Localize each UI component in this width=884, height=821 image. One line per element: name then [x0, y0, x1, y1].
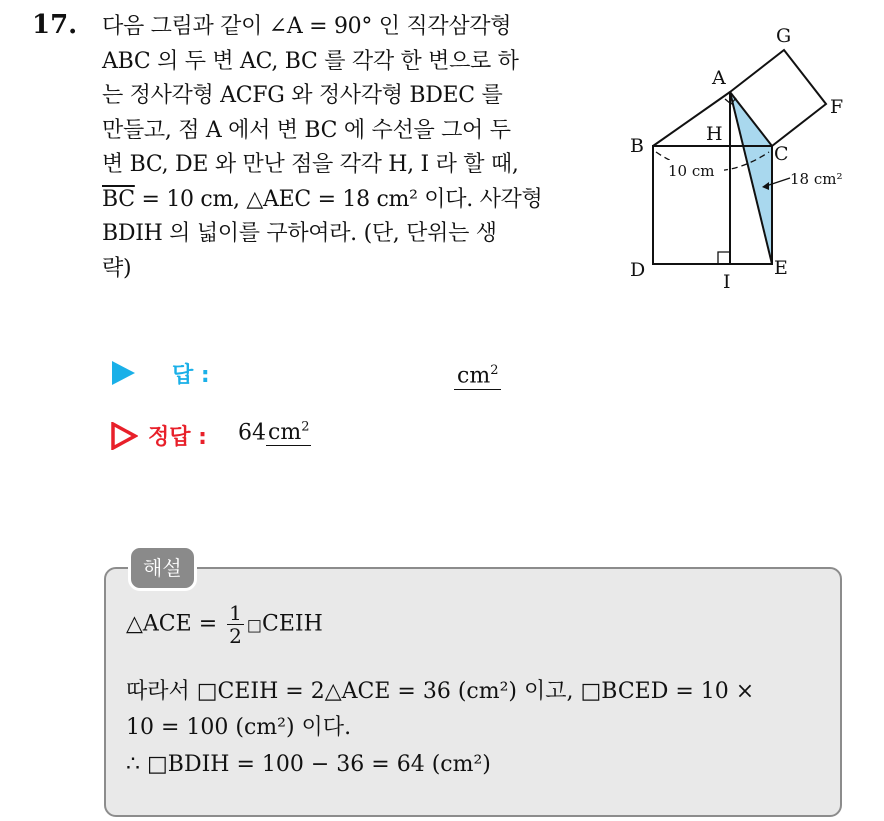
- point-label-g: G: [776, 25, 792, 47]
- solution-tag: 해설: [128, 545, 197, 591]
- solution-line-1: [126, 602, 323, 647]
- question-line: BDIH 의 넓이를 구하여라. (단, 단위는 생: [102, 221, 497, 246]
- answer-unit: [454, 358, 501, 390]
- question-line: [102, 183, 602, 218]
- correct-answer-value: [238, 420, 311, 445]
- question-line: 는 정사각형 ACFG 와 정사각형 BDEC 를: [102, 83, 503, 108]
- correct-answer-row: [110, 416, 610, 456]
- area-label: 18 cm²: [790, 170, 843, 188]
- point-label-f: F: [830, 96, 844, 118]
- point-label-d: D: [630, 259, 646, 281]
- correct-unit: [266, 420, 311, 446]
- question-line: 변 BC, DE 와 만난 점을 각각 H, I 라 할 때,: [102, 152, 519, 177]
- right-angle-mark-i: [718, 252, 730, 264]
- bc-length-label: 10 cm: [668, 162, 715, 180]
- question-line: 다음 그림과 같이 ∠A = 90° 인 직각삼각형: [102, 14, 512, 39]
- point-label-c: C: [774, 143, 789, 165]
- question-text: [102, 10, 602, 286]
- answer-unit-exponent: 2: [490, 363, 499, 378]
- solution-line-1-end: CEIH: [261, 611, 323, 637]
- fraction-one-half: [227, 602, 244, 647]
- correct-unit-exponent: 2: [301, 420, 310, 435]
- correct-value-number: 64: [238, 420, 266, 446]
- question-line: 만들고, 점 A 에서 변 BC 에 수선을 그어 두: [102, 117, 511, 143]
- point-label-i: I: [723, 271, 731, 293]
- point-label-b: B: [630, 135, 644, 157]
- point-label-a: A: [712, 67, 726, 89]
- solution-line-2: 따라서 □CEIH = 2△ACE = 36 (cm²) 이고, □BCED = 10 ×: [126, 679, 755, 704]
- answer-row: [110, 354, 610, 394]
- geometry-figure: [622, 18, 862, 298]
- play-triangle-icon: [110, 360, 136, 386]
- segment-bc: $\overline{BC}$: [102, 186, 135, 212]
- correct-answer-label: 정답 :: [148, 425, 207, 450]
- point-label-h: H: [706, 123, 723, 145]
- correct-unit-text: cm: [268, 420, 302, 446]
- question-line-rest: = 10 cm, △AEC = 18 cm² 이다. 사각형: [134, 186, 543, 212]
- solution-line-3: 10 = 100 (cm²) 이다.: [126, 715, 352, 740]
- question-line: 략): [102, 255, 132, 281]
- solution-line-4: ∴ □BDIH = 100 − 36 = 64 (cm²): [126, 752, 491, 777]
- question-number: 17.: [32, 10, 78, 40]
- square-symbol-icon: □: [246, 615, 262, 635]
- point-label-e: E: [774, 257, 788, 279]
- answer-unit-text: cm: [457, 363, 491, 389]
- outline-triangle-icon: [110, 422, 138, 450]
- fraction-numerator: 1: [229, 601, 242, 625]
- fraction-denominator: 2: [229, 624, 242, 648]
- solution-line-1-start: △ACE =: [126, 611, 225, 637]
- question-line: ABC 의 두 변 AC, BC 를 각각 한 변으로 하: [102, 48, 519, 74]
- answer-label: 답 :: [172, 363, 210, 388]
